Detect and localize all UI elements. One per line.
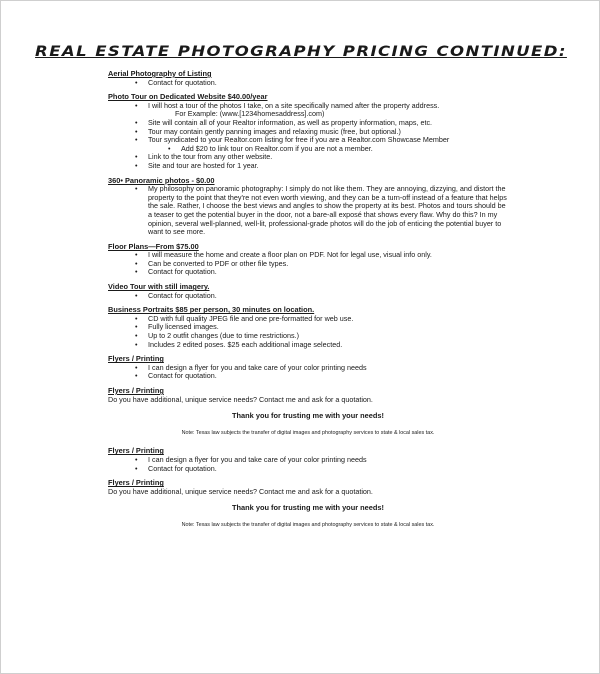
- bullet-list: [108, 315, 508, 349]
- list-item: • I will measure the home and create a floor plan on PDF. Not for legal use, visual info only.: [135, 251, 508, 260]
- list-item: • Contact for quotation.: [135, 292, 508, 301]
- section-heading: 360• Panoramic photos - $0.00: [108, 175, 215, 185]
- bullet-list: [108, 364, 508, 381]
- section-floor-plans: [108, 243, 508, 277]
- list-item: • Site and tour are hosted for 1 year.: [135, 162, 508, 171]
- section-heading: Flyers / Printing: [108, 354, 164, 364]
- list-item: • I can design a flyer for you and take care of your color printing needs: [135, 364, 508, 373]
- section-heading: Floor Plans—From $75.00: [108, 241, 199, 251]
- bullet-list: [108, 456, 508, 473]
- section-photo-tour: [108, 93, 508, 170]
- closing-text: Do you have additional, unique service needs? Contact me and ask for a quotation.: [108, 486, 373, 496]
- section-panoramic: [108, 177, 508, 237]
- section-closing-repeat: [108, 479, 508, 529]
- section-flyers-repeat: [108, 447, 508, 473]
- list-item: • Contact for quotation.: [135, 79, 508, 88]
- list-item: • Link to the tour from any other website.: [135, 153, 508, 162]
- section-heading: Flyers / Printing: [108, 478, 164, 488]
- list-item: • Contact for quotation.: [135, 268, 508, 277]
- tax-note: Note: Texas law subjects the transfer of digital images and photography services to state & local sales tax.: [181, 521, 435, 528]
- section-business-portraits: [108, 306, 508, 349]
- list-item: • CD with full quality JPEG file and one pre-formatted for web use.: [135, 315, 508, 324]
- list-item: • Site will contain all of your Realtor information, as well as property information, maps, etc.: [135, 119, 508, 128]
- section-heading: Video Tour with still imagery.: [108, 282, 210, 292]
- list-item: • Contact for quotation.: [135, 372, 508, 381]
- section-video-tour: [108, 283, 508, 300]
- bullet-list: [108, 251, 508, 277]
- list-item: • Add $20 to link tour on Realtor.com if you are not a member.: [168, 145, 508, 154]
- list-item: • I can design a flyer for you and take care of your color printing needs: [135, 456, 508, 465]
- section-heading: Business Portraits $85 per person, 30 minutes on location.: [108, 305, 315, 315]
- bullet-list: [108, 153, 508, 170]
- bullet-list: [108, 102, 508, 111]
- example-line: For Example: (www.[1234homesaddress].com): [175, 109, 325, 119]
- list-item: • Tour may contain gently panning images and relaxing music (free, but optional.): [135, 128, 508, 137]
- list-item: • Contact for quotation.: [135, 465, 508, 474]
- list-item: • Tour syndicated to your Realtor.com listing for free if you are a Realtor.com Showcase Member: [135, 136, 508, 145]
- bullet-list: [108, 292, 508, 301]
- section-heading: Flyers / Printing: [108, 386, 164, 395]
- list-item: • My philosophy on panoramic photography: I simply do not like them. They are annoying, dizzying, and distort the property to the point that they're not even worth viewing, and they can be a turn-off instead of a feature that helps the sale. Rather, I choose the best views and angles to show the property at its best. Photos and tours should be a teaser to get the potential buyer in the door, not a bare-all exposé that shows every flaw. Why do this? In my opinion, several well-planned, well-lit, professional-grade photos will do the job of enticing the potential buyer to want to see more.: [135, 185, 508, 237]
- section-heading: Photo Tour on Dedicated Website $40.00/year: [108, 92, 268, 102]
- document-body: [108, 70, 508, 540]
- list-item: • Includes 2 edited poses. $25 each additional image selected.: [135, 341, 508, 350]
- section-flyers: [108, 355, 508, 381]
- list-item: • Up to 2 outfit changes (due to time restrictions.): [135, 332, 508, 341]
- bullet-list: [108, 185, 508, 237]
- list-item: • I will host a tour of the photos I take, on a site specifically named after the property address.: [135, 102, 508, 111]
- list-item: • Fully licensed images.: [135, 323, 508, 332]
- bullet-list: [108, 79, 508, 88]
- thank-you-line: Thank you for trusting me with your needs!: [232, 503, 384, 513]
- thank-you-line: Thank you for trusting me with your needs!: [232, 411, 384, 421]
- section-closing: [108, 387, 508, 437]
- bullet-list: [108, 119, 508, 145]
- section-heading: Aerial Photography of Listing: [108, 69, 212, 78]
- closing-text: Do you have additional, unique service needs? Contact me and ask for a quotation.: [108, 394, 373, 404]
- page-title: REAL ESTATE PHOTOGRAPHY PRICING CONTINUED:: [35, 44, 567, 60]
- tax-note: Note: Texas law subjects the transfer of digital images and photography services to state & local sales tax.: [181, 429, 435, 436]
- section-heading: Flyers / Printing: [108, 446, 164, 456]
- list-item: • Can be converted to PDF or other file types.: [135, 260, 508, 269]
- section-aerial: [108, 70, 508, 87]
